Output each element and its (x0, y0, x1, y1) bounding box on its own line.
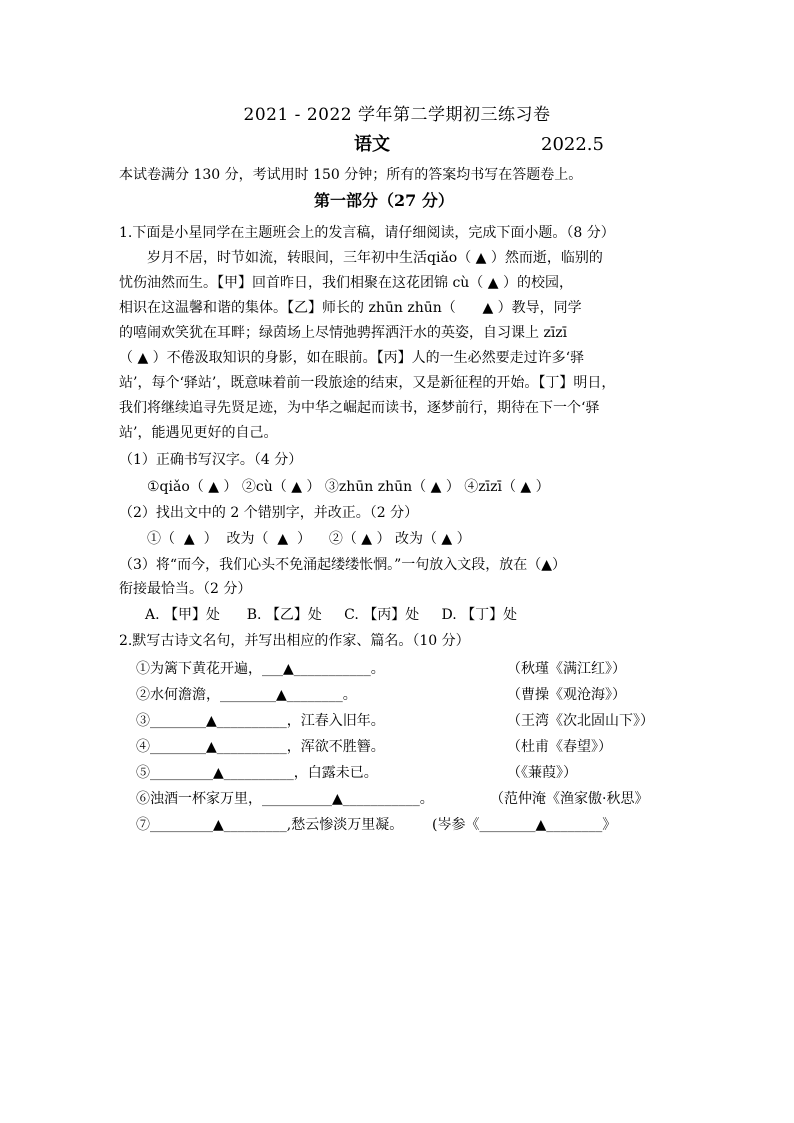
passage-line: （ ▲ ）不倦汲取知识的身影，如在眼前。【丙】人的一生必然要走过许多‘驿 (119, 350, 585, 366)
exam-date: 2022.5 (541, 134, 604, 155)
recitation-source: (岑参《________▲________》 (432, 817, 617, 833)
part1-heading: 第一部分（27 分） (314, 191, 454, 210)
recitation-line: ⑦_________▲_________,愁云惨淡万里凝。 (136, 817, 404, 833)
recitation-line: ②水何澹澹，________▲________。 (136, 687, 357, 703)
recitation-source: （曹操《观沧海》） (507, 687, 626, 703)
recitation-line: ③________▲__________，江春入旧年。 (136, 713, 385, 729)
recitation-source: （《蒹葭》） (507, 765, 577, 781)
recitation-source: （范仲淹《渔家傲·秋思》 (490, 791, 649, 807)
passage-line: 的嘻闹欢笑犹在耳畔；绿茵场上尽情弛骋挥洒汗水的英姿，自习课上 zīzī (119, 325, 568, 341)
passage-line: 我们将继续追寻先贤足迹，为中华之崛起而读书，逐梦前行，期待在下一个‘驿 (119, 400, 600, 416)
exam-title: 2021 - 2022 学年第二学期初三练习卷 (243, 105, 551, 125)
q1-sub3-label: （3）将“而今，我们心头不免涌起缕缕怅惘。”一句放入文段，放在（▲） (119, 557, 566, 573)
q1-sub1-blanks: ①qiǎo（ ▲ ） ②cù（ ▲ ） ③zhūn zhūn（ ▲ ） ④zīzī（ ▲ ） (147, 479, 550, 495)
exam-instructions: 本试卷满分 130 分，考试用时 150 分钟；所有的答案均书写在答题卷上。 (119, 167, 583, 183)
q1-sub2-label: （2）找出文中的 2 个错别字，并改正。（2 分） (119, 505, 419, 521)
subject-label: 语文 (354, 134, 390, 155)
passage-line: 站’，能遇见更好的自己。 (119, 425, 278, 441)
passage-line: 忧伤油然而生。【甲】回首昨日，我们相聚在这花团锦 cù（ ▲ ）的校园， (119, 275, 573, 291)
q1-sub2-blanks: ①（ ▲ ） 改为（ ▲ ） ②（ ▲ ） 改为（ ▲ ） (147, 531, 471, 547)
q1-sub3-options: A. 【甲】处 B. 【乙】处 C. 【丙】处 D. 【丁】处 (145, 607, 518, 623)
recitation-source: （杜甫《春望》） (507, 739, 612, 755)
recitation-line: ⑥浊酒一杯家万里，__________▲___________。 (136, 791, 434, 807)
passage-line: 相识在这温馨和谐的集体。【乙】师长的 zhūn zhūn（ ▲ ）教导，同学 (119, 300, 582, 316)
q1-prompt: 1.下面是小星同学在主题班会上的发言稿，请仔细阅读，完成下面小题。（8 分） (119, 225, 615, 241)
q2-prompt: 2.默写古诗文名句，并写出相应的作家、篇名。（10 分） (119, 633, 470, 649)
passage-line: 岁月不居，时节如流，转眼间，三年初中生活qiǎo（ ▲ ）然而逝，临别的 (147, 250, 603, 266)
recitation-source: （秋瑾《满江红》） (507, 661, 626, 677)
passage-line: 站’，每个‘驿站’，既意味着前一段旅途的结束，又是新征程的开始。【丁】明日， (119, 375, 616, 391)
recitation-line: ⑤_________▲__________，白露未已。 (136, 765, 378, 781)
q1-sub1-label: （1）正确书写汉字。（4 分） (119, 452, 303, 468)
q1-sub3-continuation: 衔接最恰当。（2 分） (119, 581, 252, 597)
recitation-line: ①为篱下黄花开遍，___▲___________。 (136, 661, 385, 677)
recitation-source: （王湾《次北固山下》） (507, 713, 654, 729)
recitation-line: ④________▲__________，浑欲不胜簪。 (136, 739, 385, 755)
